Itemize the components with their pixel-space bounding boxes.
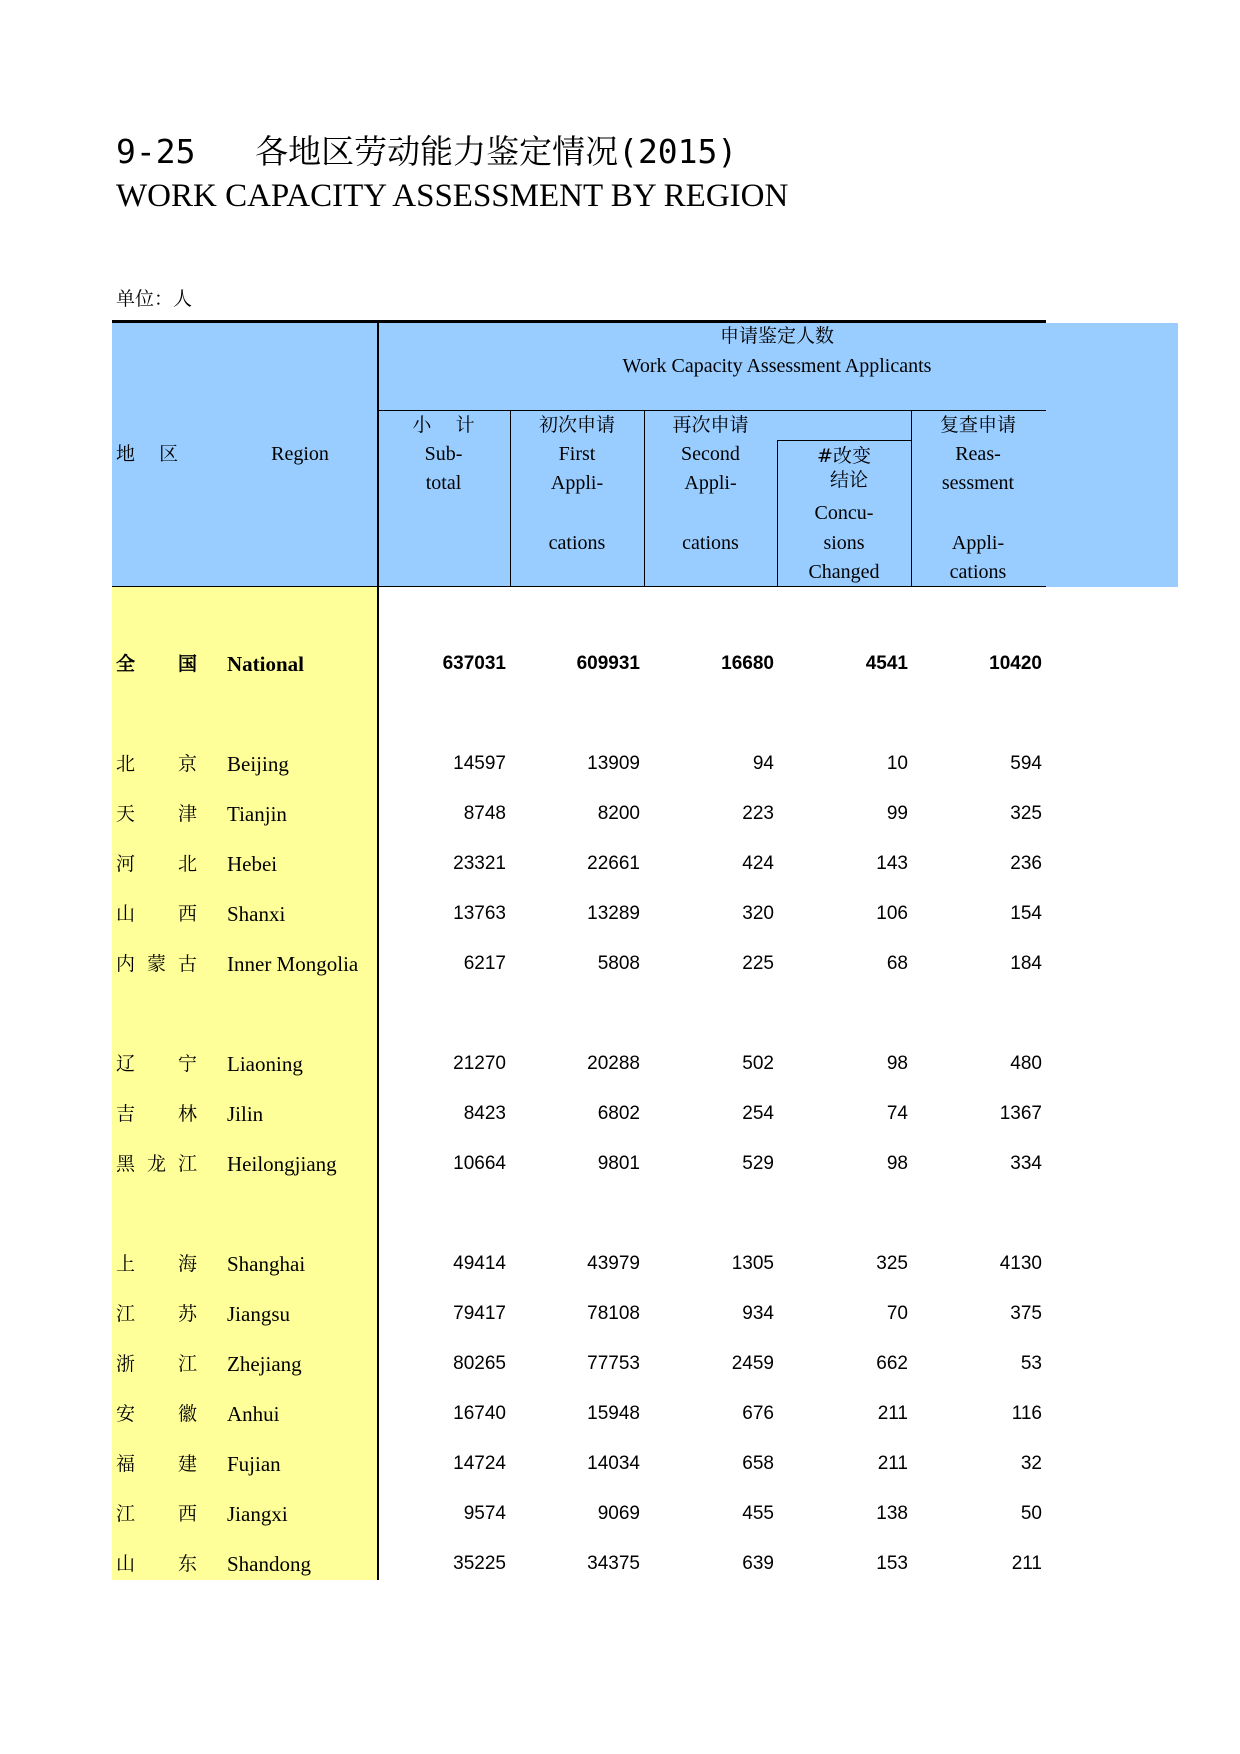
region-name-en: Jiangsu: [227, 1302, 290, 1326]
value-col-5: 375: [1010, 1303, 1042, 1324]
value-col-2: 22661: [587, 853, 640, 874]
region-name-en: Jilin: [227, 1102, 264, 1126]
value-col-1: 35225: [453, 1553, 506, 1574]
value-col-2: 9069: [597, 1503, 640, 1524]
value-col-5: 53: [1020, 1353, 1042, 1374]
value-col-1: 6217: [463, 953, 506, 974]
value-col-2: 6802: [597, 1103, 640, 1124]
value-col-3: 934: [742, 1303, 774, 1324]
region-cn-char-3: 宁: [178, 1053, 198, 1075]
region-cn-char-3: 海: [178, 1253, 198, 1275]
region-cn-char-1: 福: [116, 1453, 136, 1475]
table-row: [0, 1394, 1240, 1434]
table-row: [0, 1044, 1240, 1084]
header-reassess-en1: Reas-: [955, 443, 1001, 465]
table-row: [0, 1294, 1240, 1334]
value-col-3: 424: [742, 853, 774, 874]
value-col-5: 154: [1010, 903, 1042, 924]
value-col-1: 79417: [453, 1303, 506, 1324]
value-col-2: 34375: [587, 1553, 640, 1574]
header-first-en3: cations: [548, 532, 606, 554]
region-cn-char-3: 林: [178, 1103, 198, 1125]
region-cn-char-3: 建: [178, 1453, 198, 1475]
table-row: [0, 1544, 1240, 1584]
value-col-1: 14597: [453, 753, 506, 774]
value-col-3: 529: [742, 1153, 774, 1174]
region-name-en: Tianjin: [227, 802, 287, 826]
value-col-5: 325: [1010, 803, 1042, 824]
value-col-1: 49414: [453, 1253, 506, 1274]
value-col-4: 98: [886, 1053, 908, 1074]
region-cn-char-3: 古: [178, 953, 198, 975]
header-changed-cn1: #改变: [817, 445, 871, 467]
value-col-2: 78108: [587, 1303, 640, 1324]
region-cn-char-1: 全: [116, 653, 136, 675]
header-group-en: Work Capacity Assessment Applicants: [622, 355, 932, 377]
region-cn-char-2: 龙: [147, 1153, 167, 1175]
value-col-5: 211: [1011, 1553, 1042, 1574]
region-cn-char-1: 内: [116, 953, 136, 975]
region-name-en: Inner Mongolia: [227, 952, 359, 976]
value-col-5: 334: [1010, 1153, 1042, 1174]
unit-label: 单位：人: [116, 288, 193, 310]
region-cn-char-3: 苏: [178, 1303, 198, 1325]
value-col-3: 254: [742, 1103, 774, 1124]
value-col-2: 13909: [587, 753, 640, 774]
value-col-2: 15948: [587, 1403, 640, 1424]
header-first-cn: 初次申请: [538, 414, 615, 436]
value-col-1: 8748: [463, 803, 506, 824]
region-name-en: Beijing: [227, 752, 289, 776]
region-name-en: Shanghai: [227, 1252, 306, 1276]
value-col-3: 223: [742, 803, 774, 824]
region-cn-char-1: 浙: [116, 1353, 136, 1375]
value-col-3: 658: [742, 1453, 774, 1474]
header-changed-en2: sions: [823, 532, 865, 554]
value-col-5: 1367: [999, 1103, 1042, 1124]
table-row: [0, 844, 1240, 884]
value-col-4: 662: [876, 1353, 908, 1374]
region-cn-char-3: 东: [178, 1553, 198, 1575]
region-cn-char-3: 江: [178, 1153, 198, 1175]
table-row: [0, 1144, 1240, 1184]
table-row: [0, 794, 1240, 834]
region-cn-char-3: 津: [178, 803, 198, 825]
value-col-4: 106: [876, 903, 908, 924]
region-cn-char-3: 京: [178, 753, 198, 775]
region-name-en: Fujian: [227, 1452, 281, 1476]
header-first-en2: Appli-: [550, 472, 604, 494]
header-subtotal-en2: total: [425, 472, 462, 494]
region-cn-char-1: 吉: [116, 1103, 136, 1125]
value-col-1: 637031: [442, 653, 506, 674]
region-cn-char-2: 蒙: [147, 953, 167, 975]
value-col-4: 138: [876, 1503, 908, 1524]
value-col-5: 480: [1010, 1053, 1042, 1074]
value-col-4: 153: [876, 1553, 908, 1574]
region-cn-char-1: 山: [116, 903, 136, 925]
region-cn-char-1: 河: [116, 853, 136, 875]
region-name-en: Shanxi: [227, 902, 286, 926]
value-col-5: 594: [1010, 753, 1042, 774]
region-name-en: Anhui: [227, 1402, 280, 1426]
value-col-3: 455: [742, 1503, 774, 1524]
header-reassess-en2: sessment: [941, 472, 1015, 494]
table-row: [0, 1244, 1240, 1284]
value-col-1: 23321: [453, 853, 506, 874]
region-name-en: Shandong: [227, 1552, 311, 1576]
region-cn-char-1: 上: [116, 1253, 136, 1275]
region-name-en: Hebei: [227, 852, 278, 876]
value-col-3: 94: [752, 753, 774, 774]
value-col-1: 16740: [453, 1403, 506, 1424]
region-cn-char-1: 安: [116, 1403, 136, 1425]
value-col-2: 77753: [587, 1353, 640, 1374]
value-col-2: 20288: [587, 1053, 640, 1074]
value-col-4: 99: [886, 803, 908, 824]
table-row: [0, 744, 1240, 784]
value-col-4: 211: [877, 1453, 908, 1474]
value-col-1: 80265: [453, 1353, 506, 1374]
region-cn-char-1: 江: [116, 1503, 136, 1525]
region-name-en: Heilongjiang: [227, 1152, 337, 1176]
region-cn-char-3: 北: [178, 853, 198, 875]
value-col-5: 32: [1020, 1453, 1042, 1474]
table-row: [0, 1094, 1240, 1134]
header-first-en1: First: [558, 443, 596, 465]
value-col-5: 116: [1011, 1403, 1042, 1424]
header-region-cn: 地 区: [116, 443, 179, 465]
region-cn-char-1: 天: [116, 803, 136, 825]
header-second-en2: Appli-: [684, 472, 737, 494]
value-col-2: 9801: [597, 1153, 640, 1174]
value-col-3: 320: [742, 903, 774, 924]
value-col-4: 143: [876, 853, 908, 874]
region-name-en: Zhejiang: [227, 1352, 302, 1376]
value-col-1: 8423: [463, 1103, 506, 1124]
region-cn-char-1: 黑: [116, 1153, 136, 1175]
header-second-en3: cations: [682, 532, 739, 554]
region-name-en: National: [227, 652, 305, 676]
table-row: [0, 1344, 1240, 1384]
header-changed-cn2: 结论: [829, 469, 868, 491]
table-row: [0, 944, 1240, 984]
header-changed-en1: Concu-: [814, 502, 874, 524]
value-col-3: 2459: [731, 1353, 774, 1374]
table-row: [0, 1444, 1240, 1484]
region-cn-char-3: 徽: [178, 1403, 198, 1425]
header-subtotal-cn: 小 计: [412, 414, 475, 436]
header-group-cn: 申请鉴定人数: [719, 325, 834, 347]
value-col-3: 676: [742, 1403, 774, 1424]
value-col-4: 68: [886, 953, 908, 974]
value-col-3: 639: [742, 1553, 774, 1574]
value-col-1: 21270: [453, 1053, 506, 1074]
value-col-1: 14724: [453, 1453, 506, 1474]
page-title-chinese: 9-25 各地区劳动能力鉴定情况(2015): [116, 132, 738, 171]
region-cn-char-3: 江: [178, 1353, 198, 1375]
region-cn-char-3: 国: [178, 653, 198, 675]
value-col-3: 502: [742, 1053, 774, 1074]
value-col-4: 325: [876, 1253, 908, 1274]
value-col-2: 5808: [597, 953, 640, 974]
value-col-5: 10420: [989, 653, 1042, 674]
value-col-2: 8200: [597, 803, 640, 824]
region-cn-char-3: 西: [178, 903, 198, 925]
value-col-3: 225: [742, 953, 774, 974]
value-col-2: 14034: [587, 1453, 640, 1474]
header-reassess-cn: 复查申请: [939, 414, 1016, 436]
value-col-5: 50: [1020, 1503, 1042, 1524]
value-col-4: 211: [877, 1403, 908, 1424]
table-row-national: [0, 644, 1240, 684]
second-sub-divider: [777, 440, 911, 441]
header-changed-en3: Changed: [808, 561, 880, 583]
region-cn-char-1: 山: [116, 1553, 136, 1575]
table-row: [0, 894, 1240, 934]
region-cn-char-3: 西: [178, 1503, 198, 1525]
value-col-1: 10664: [453, 1153, 506, 1174]
value-col-1: 9574: [463, 1503, 506, 1524]
value-col-1: 13763: [453, 903, 506, 924]
value-col-5: 184: [1010, 953, 1042, 974]
value-col-2: 43979: [587, 1253, 640, 1274]
value-col-4: 74: [886, 1103, 908, 1124]
page-title-english: WORK CAPACITY ASSESSMENT BY REGION: [116, 178, 789, 214]
value-col-3: 16680: [721, 653, 774, 674]
value-col-5: 236: [1010, 853, 1042, 874]
value-col-4: 98: [886, 1153, 908, 1174]
header-second-en1: Second: [681, 443, 740, 465]
region-name-en: Liaoning: [227, 1052, 303, 1076]
region-cn-char-1: 北: [116, 753, 136, 775]
table-row: [0, 1494, 1240, 1534]
header-region-en: Region: [271, 443, 329, 465]
value-col-4: 4541: [865, 653, 908, 674]
region-name-en: Jiangxi: [227, 1502, 288, 1526]
header-reassess-en4: cations: [949, 561, 1007, 583]
header-subtotal-en1: Sub-: [424, 443, 463, 465]
header-reassess-en3: Appli-: [951, 532, 1005, 554]
value-col-2: 13289: [587, 903, 640, 924]
value-col-5: 4130: [999, 1253, 1042, 1274]
region-cn-char-1: 江: [116, 1303, 136, 1325]
value-col-3: 1305: [731, 1253, 774, 1274]
header-second-cn: 再次申请: [672, 414, 749, 436]
value-col-2: 609931: [576, 653, 640, 674]
value-col-4: 10: [886, 753, 908, 774]
region-cn-char-1: 辽: [116, 1053, 136, 1075]
value-col-4: 70: [886, 1303, 908, 1324]
